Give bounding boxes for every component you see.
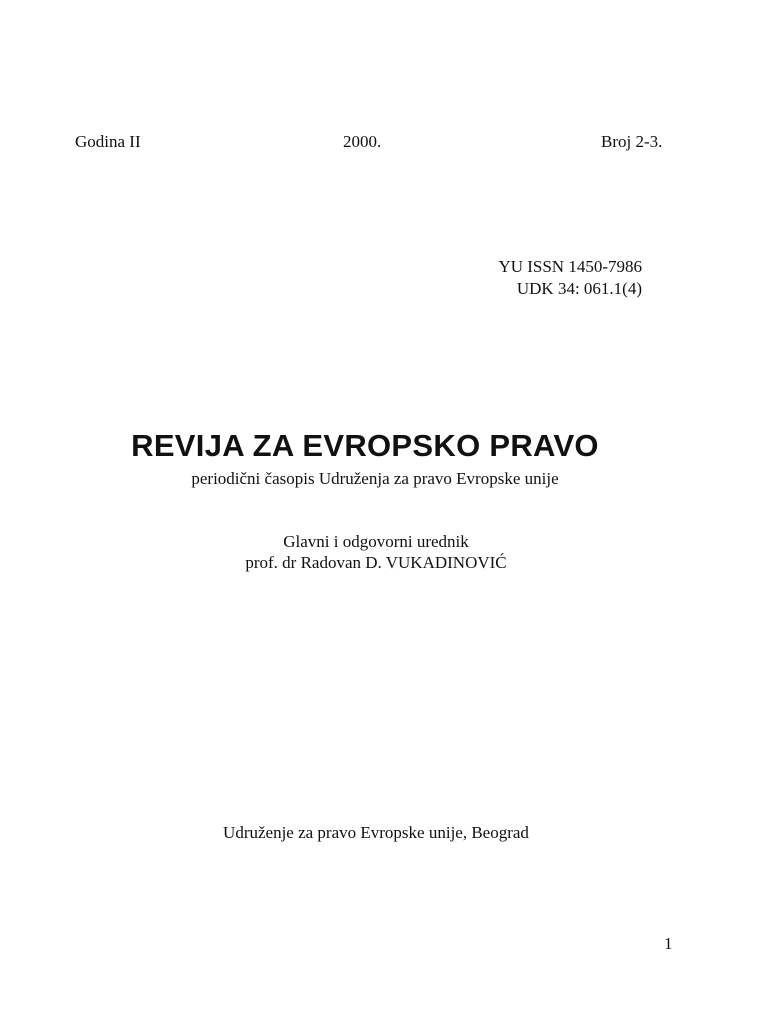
identifiers-block (482, 256, 642, 300)
publisher-line: Udruženje za pravo Evropske unije, Beograd (223, 823, 529, 842)
udk-code: UDK 34: 061.1(4) (516, 279, 642, 298)
issue-number: Broj 2-3. (601, 132, 663, 151)
publication-year: 2000. (343, 132, 382, 151)
issn-number: YU ISSN 1450-7986 (498, 257, 642, 276)
journal-subtitle: periodični časopis Udruženja za pravo Evropske unije (191, 469, 559, 488)
editor-role: Glavni i odgovorni urednik (283, 532, 469, 551)
volume-label: Godina II (75, 132, 141, 151)
journal-title: REVIJA ZA EVROPSKO PRAVO (131, 428, 599, 463)
page-number: 1 (664, 934, 673, 953)
editor-name: prof. dr Radovan D. VUKADINOVIĆ (245, 553, 507, 572)
